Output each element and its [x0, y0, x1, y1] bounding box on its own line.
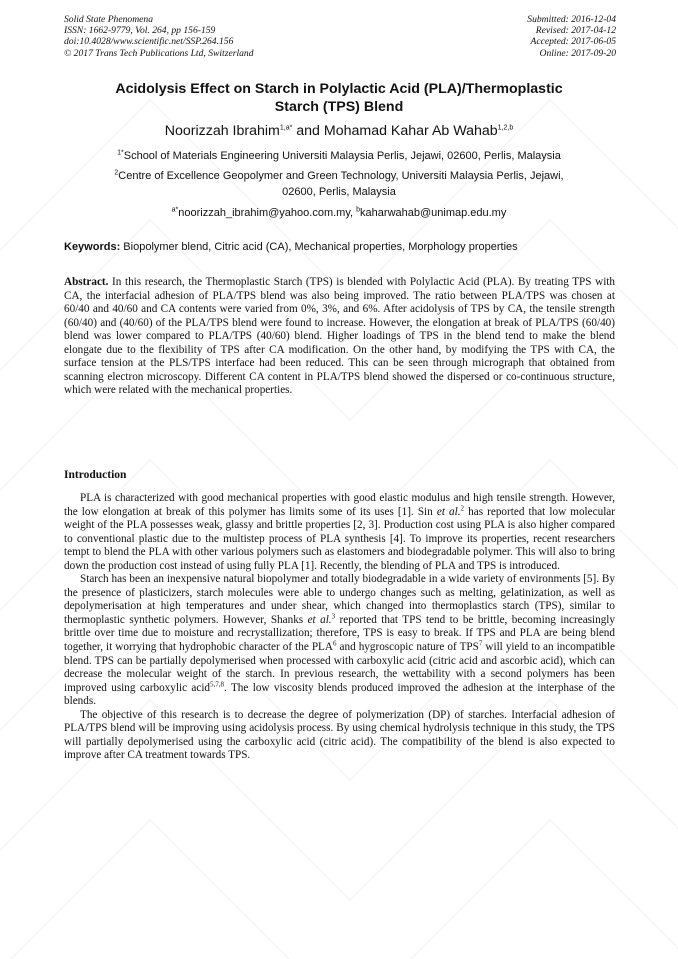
affiliation-2-marker: 2 [114, 169, 119, 177]
keywords-text: Biopolymer blend, Citric acid (CA), Mechanical properties, Morphology properties [120, 241, 518, 253]
author-2: Mohamad Kahar Ab Wahab [323, 123, 498, 139]
intro-p2-citation-3: 7 [478, 639, 483, 648]
author-emails [64, 205, 614, 221]
intro-p1-etal: et al. [436, 505, 461, 518]
author-2-affil: 1,2,b [497, 124, 514, 132]
intro-p2-text-d: will yield to an incompatible blend. TPS can be partially depolymerised when processed with carboxylic acid (citric acid and ascorbic acid), which can decrease the molecular weight of the starch. In previous research, the wettability with a second polymers has been improved using carboxylic acid [64, 641, 615, 694]
intro-p1-citation: 2 [460, 503, 465, 512]
intro-paragraph-1 [64, 492, 615, 573]
intro-p2-text-e: . The low viscosity blends produced improved the adhesion at the interphase of the blends. [64, 681, 615, 708]
introduction-heading: Introduction [64, 469, 127, 481]
online-date: Online: 2017-09-20 [539, 47, 616, 59]
affiliation-2 [64, 168, 614, 200]
introduction-body [64, 492, 615, 763]
intro-p2-text-c: and hygroscopic nature of TPS [336, 641, 479, 654]
author-conjunction: and [292, 123, 324, 139]
email-2[interactable]: kaharwahab@unimap.edu.my [360, 207, 507, 219]
submission-dates [527, 14, 616, 59]
keywords-section [64, 240, 616, 255]
affiliation-2-line-1: Centre of Excellence Geopolymer and Green Technology, Universiti Malaysia Perlis, Jejawi, [118, 170, 564, 182]
author-1-affil: 1,a* [279, 124, 293, 132]
intro-p2-citation-2: 6 [332, 639, 337, 648]
affiliation-1-marker: 1* [117, 149, 124, 157]
journal-info [64, 14, 254, 59]
intro-p2-text-b: reported that TPS tend to be brittle, becoming increasingly brittle over time due to moisture and recrystallization; therefore, TPS is easy to break. If TPS and PLA are being blend together, it worrying that hydrophobic character of the PLA [64, 613, 616, 654]
intro-paragraph-3: The objective of this research is to decrease the degree of polymerization (DP) of starches. Interfacial adhesion of PLA/TPS blend will be improving using acidolysis process. By using chemical hydrolysis technique in this study, the TPS will partially depolymerised using the carboxylic acid (citric acid). The compatibility of the blend is also expected to improve after CA treatment towards TPS. [64, 708, 615, 762]
issn-line: ISSN: 1662-9779, Vol. 264, pp 156-159 [64, 25, 216, 37]
intro-paragraph-2 [64, 573, 615, 708]
abstract-text: In this research, the Thermoplastic Starch (TPS) is blended with Polylactic Acid (PLA). By treating TPS with CA, the interfacial adhesion of PLA/TPS blend was also being improved. The ratio between PLA/TPS was chosen at 60/40 and 40/60 and CA contents were varied from 0%, 3%, and 6%. After acidolysis of TPS by CA, the tensile strength (60/40) and (40/60) of the PLA/TPS blend were found to increase. However, the elongation at break of PLA/TPS (60/40) blend was lower compared to PLA/TPS (40/60) blend. Higher loadings of TPS in the blend tend to make the blend elongate due to the flexibility of TPS after CA modification. On the other hand, by modifying the TPS with CA, the surface tension at the PLS/TPS interface had been reduced. This can be seen through micrograph that obtained from scanning electron microscopy. Different CA content in PLA/TPS blend showed the dispersed or co-continuous structure, which were related with the mechanical properties. [64, 276, 615, 397]
copyright-line: © 2017 Trans Tech Publications Ltd, Switzerland [64, 47, 254, 59]
abstract-label: Abstract. [64, 276, 109, 288]
email-1[interactable]: noorizzah_ibrahim@yahoo.com.my, [178, 207, 357, 219]
intro-p1-text-b: has reported that low molecular weight of the PLA possesses weak, glassy and brittle properties [2, 3]. Production cost using PLA is also higher compared to conventional plastic due to the multistep process of PLA synthesis [4]. To improve its properties, recent researchers tempt to blend the PLA with other various polymers such as elastomers and biodegradable polymer. This will also to bring down the production cost instead of using fully PLA [1]. Recently, the blending of PLA and TPS is introduced. [64, 505, 615, 572]
intro-p2-text-a: Starch has been an inexpensive natural biopolymer and totally biodegradable in a wide variety of environments [5]. By the presence of plasticizers, starch molecules were able to undergo changes such as melting, gelatinization, as well as depolymerisation at high temperatures and under shear, which changed into thermoplastics starch (TPS), similar to thermoplastic synthetic polymers. However, Shanks [64, 573, 615, 626]
affiliation-1 [64, 148, 614, 164]
revised-date: Revised: 2017-04-12 [535, 25, 616, 37]
title-line-1: Acidolysis Effect on Starch in Polylactic Acid (PLA)/Thermoplastic [115, 81, 563, 97]
accepted-date: Accepted: 2017-06-05 [530, 36, 616, 48]
title-line-2: Starch (TPS) Blend [274, 99, 404, 115]
affiliation-2-line-2: 02600, Perlis, Malaysia [282, 186, 396, 198]
email-1-marker: a* [171, 206, 179, 214]
affiliation-1-text: School of Materials Engineering Universiti Malaysia Perlis, Jejawi, 02600, Perlis, Malaysia [123, 150, 561, 162]
doi-line: doi:10.4028/www.scientific.net/SSP.264.156 [64, 36, 234, 48]
intro-p2-citation-1: 3 [331, 612, 336, 621]
keywords-label: Keywords: [64, 241, 121, 253]
email-2-marker: b [356, 206, 361, 214]
intro-p1-text-a: PLA is characterized with good mechanical properties with good elastic modulus and high tensile strength. However, the low elongation at break of this polymer has limits some of its uses [1]. Sin [64, 492, 615, 518]
author-1: Noorizzah Ibrahim [164, 123, 280, 139]
abstract-section [64, 276, 615, 398]
intro-p2-etal: et al. [307, 613, 332, 626]
author-list [64, 122, 614, 140]
submitted-date: Submitted: 2016-12-04 [527, 14, 616, 25]
journal-name: Solid State Phenomena [64, 14, 153, 25]
intro-p2-citation-4: 5,7,8 [210, 679, 225, 688]
paper-title [64, 80, 614, 116]
